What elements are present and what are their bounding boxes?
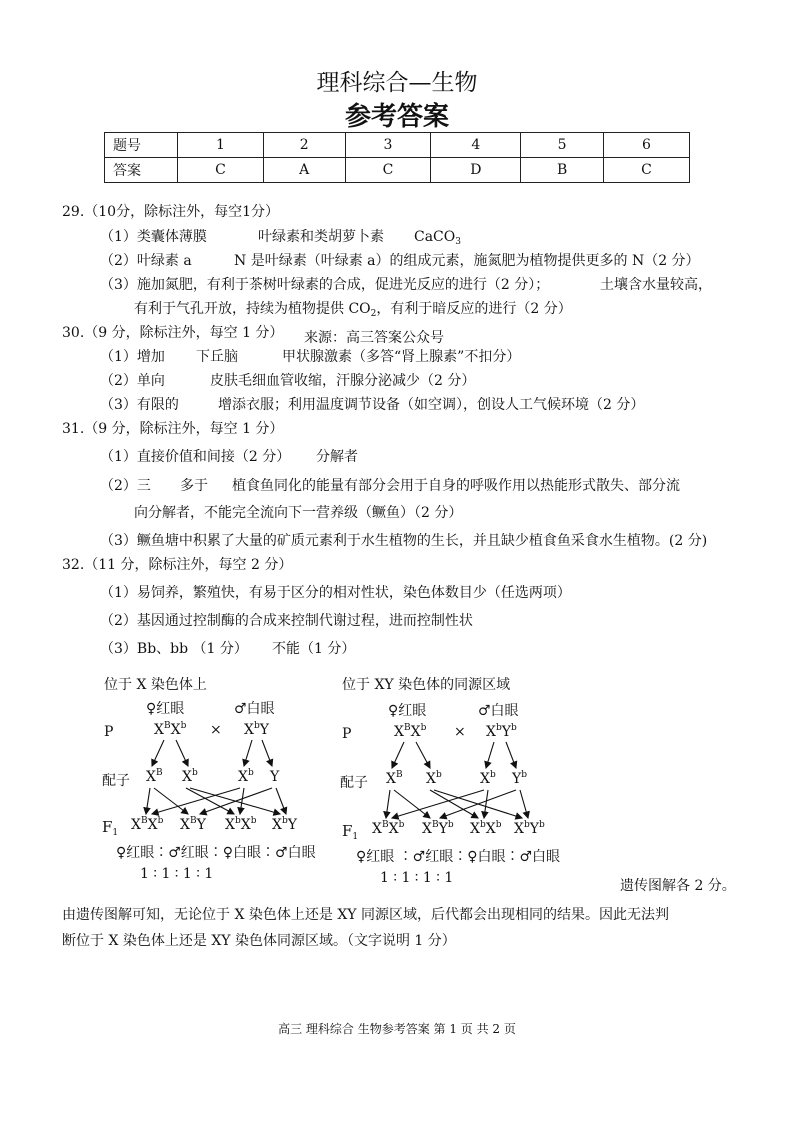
- arrow-line: [152, 788, 240, 814]
- q29-line4: [134, 300, 572, 318]
- table-cell: 5: [521, 133, 604, 158]
- right-p-male-genotype: $X^bY^b$: [486, 723, 517, 740]
- right-offspring: $X^bX^b$: [470, 820, 502, 837]
- left-p-label: P: [104, 724, 114, 740]
- subscript: 2: [370, 309, 377, 319]
- table-cell: B: [521, 158, 604, 183]
- q30-line1-c: 甲状腺激素（多答“肾上腺素”不扣分）: [282, 349, 521, 365]
- right-f1-label: [342, 822, 358, 840]
- source-note: 来源：高三答案公众号: [304, 330, 444, 346]
- arrow-line: [154, 788, 188, 814]
- arrow-line: [430, 790, 478, 818]
- left-offspring: $X^BX^b$: [131, 816, 164, 833]
- subscript: 1: [352, 832, 359, 842]
- q32-line2: （2）基因通过控制酶的合成来控制代谢过程，进而控制性状: [100, 613, 473, 629]
- conclusion-line-2: 断位于 X 染色体上还是 XY 染色体同源区域。（文字说明 1 分）: [62, 933, 456, 949]
- q32-line3-a: （3）Bb、bb （1 分）: [100, 641, 248, 657]
- right-gamete-label: 配子: [340, 775, 368, 791]
- right-ratio: 1 ∶ 1 ∶ 1 ∶ 1: [380, 870, 454, 886]
- right-offspring: $X^BX^b$: [372, 820, 405, 837]
- table-cell: 3: [345, 133, 431, 158]
- arrow-line: [240, 788, 244, 814]
- right-female-label: ♀红眼: [388, 703, 427, 719]
- q29-line2-a: （2）叶绿素 a: [100, 253, 192, 269]
- conclusion-line-1: 由遗传图解可知，无论位于 X 染色体上还是 XY 同源区域，后代都会出现相同的结果。因此无法判: [62, 907, 669, 923]
- arrow-line: [506, 742, 516, 768]
- arrow-line: [186, 788, 234, 814]
- q29-line1-a: （1）类囊体薄膜: [100, 229, 207, 245]
- left-ratio: 1 ∶ 1 ∶ 1 ∶ 1: [140, 866, 214, 882]
- text-segment: 有利于气孔开放，持续为植物提供 CO: [134, 301, 371, 317]
- right-p-female-genotype: $X^BX^b$: [394, 723, 427, 740]
- table-cell: C: [178, 158, 264, 183]
- q31-line2-c: 植食鱼同化的能量有部分会用于自身的呼吸作用以热能形式散失、部分流: [232, 478, 680, 494]
- right-diagram-heading: 位于 XY 染色体的同源区域: [342, 677, 511, 693]
- subscript: 1: [112, 828, 119, 838]
- q29-line1-c: [414, 228, 461, 246]
- q29-line2-b: N 是叶绿素（叶绿素 a）的组成元素，施氮肥为植物提供更多的 N（2 分）: [234, 253, 700, 269]
- q32-header: 32.（11 分，除标注外，每空 2 分）: [62, 557, 293, 573]
- arrow-line: [152, 740, 164, 766]
- arrow-line: [434, 790, 522, 818]
- right-gamete: $X^b$: [426, 770, 442, 787]
- text-segment: F: [342, 822, 353, 840]
- q29-line3-a: （3）施加氮肥，有利于茶树叶绿素的合成，促进光反应的进行（2 分）；: [100, 277, 550, 293]
- table-cell: 6: [604, 133, 690, 158]
- q30-line2-b: 皮肤毛细血管收缩，汗腺分泌减少（2 分）: [210, 373, 476, 389]
- page-subtitle: 参考答案: [344, 102, 449, 132]
- left-cross-symbol: ×: [210, 722, 222, 738]
- right-gamete: $X^b$: [480, 770, 496, 787]
- text-segment: ，有利于暗反应的进行（2 分）: [376, 301, 572, 317]
- subscript: 3: [455, 237, 461, 247]
- q30-line1-a: （1）增加: [100, 349, 165, 365]
- q30-line1-b: 下丘脑: [196, 349, 238, 365]
- table-cell: A: [263, 158, 345, 183]
- arrow-line: [146, 788, 150, 814]
- q30-header: 30.（9 分，除标注外，每空 1 分）: [62, 325, 284, 341]
- right-phenotypes: ♀红眼 ∶♂红眼∶♀白眼∶♂白眼: [356, 849, 561, 865]
- left-diagram-heading: 位于 X 染色体上: [104, 677, 207, 693]
- arrow-line: [244, 740, 252, 766]
- arrow-line: [200, 788, 272, 814]
- table-cell: 2: [263, 133, 345, 158]
- arrow-line: [262, 740, 272, 766]
- left-offspring: $X^bY$: [272, 816, 297, 833]
- left-gamete: $X^b$: [238, 768, 254, 785]
- right-gamete: $X^B$: [386, 770, 403, 787]
- formula-text: CaCO: [414, 229, 456, 245]
- page-title: 理科综合—生物: [316, 70, 478, 96]
- left-gamete: $X^b$: [182, 768, 198, 785]
- q30-line3-b: 增添衣服；利用温度调节设备（如空调），创设人工气候环境（2 分）: [218, 397, 645, 413]
- q30-line2-a: （2）单向: [100, 373, 165, 389]
- arrow-line: [484, 790, 488, 818]
- table-cell: 4: [431, 133, 521, 158]
- arrow-line: [394, 790, 430, 818]
- left-p-female-genotype: $X^BX^b$: [154, 721, 187, 738]
- q32-line1: （1）易饲养，繁殖快，有易于区分的相对性状，染色体数目少（任选两项）: [100, 585, 571, 601]
- right-male-label: ♂白眼: [478, 703, 519, 719]
- table-cell: 答案: [105, 158, 178, 183]
- arrow-line: [520, 790, 528, 818]
- table-cell: 题号: [105, 133, 178, 158]
- arrow-line: [392, 790, 484, 818]
- text-segment: F: [102, 818, 113, 836]
- right-p-label: P: [342, 726, 352, 742]
- table-cell: D: [431, 158, 521, 183]
- q29-line3-b: 土壤含水量较高，: [600, 277, 712, 293]
- table-cell: 1: [178, 133, 264, 158]
- answer-table: [104, 132, 690, 183]
- q29-header: 29.（10分，除标注外，每空1分）: [62, 204, 279, 220]
- q31-line2-a: （2）三: [100, 478, 151, 494]
- left-female-label: ♀红眼: [146, 701, 185, 717]
- left-gamete: Y: [270, 769, 280, 785]
- table-row: [105, 158, 690, 183]
- right-cross-symbol: ×: [454, 724, 466, 740]
- arrow-line: [392, 742, 404, 768]
- left-offspring: $X^bX^b$: [225, 816, 257, 833]
- left-male-label: ♂白眼: [234, 701, 275, 717]
- q31-line1-a: （1）直接价值和间接（2 分）: [100, 449, 291, 465]
- q31-line2-d: 向分解者，不能完全流向下一营养级（鳜鱼）（2 分）: [134, 505, 463, 521]
- table-row: [105, 133, 690, 158]
- arrow-line: [486, 742, 494, 768]
- right-offspring: $X^bY^b$: [514, 820, 545, 837]
- q31-line3: （3）鳜鱼塘中积累了大量的矿质元素利于水生植物的生长，并且缺少植食鱼采食水生植物。(2 分): [100, 533, 708, 549]
- right-offspring: $X^BY^b$: [422, 820, 454, 837]
- diagram-score-note: 遗传图解各 2 分。: [620, 878, 736, 894]
- q31-line1-b: 分解者: [316, 449, 358, 465]
- q29-line1-b: 叶绿素和类胡萝卜素: [258, 229, 384, 245]
- table-cell: C: [604, 158, 690, 183]
- q32-line3-b: 不能（1 分）: [272, 641, 356, 657]
- arrow-line: [386, 790, 390, 818]
- table-cell: C: [345, 158, 431, 183]
- left-p-male-genotype: $X^bY$: [244, 721, 269, 738]
- q31-header: 31.（9 分，除标注外，每空 1 分）: [62, 421, 284, 437]
- left-gamete: $X^B$: [146, 768, 163, 785]
- arrow-line: [276, 788, 286, 814]
- arrow-line: [176, 740, 188, 766]
- q31-line2-b: 多于: [180, 478, 208, 494]
- arrow-line: [190, 788, 280, 814]
- left-gamete-label: 配子: [102, 773, 130, 789]
- q30-line3-a: （3）有限的: [100, 397, 179, 413]
- page-footer: 高三 理科综合 生物参考答案 第 1 页 共 2 页: [278, 1022, 516, 1036]
- arrow-line: [416, 742, 430, 768]
- left-phenotypes: ♀红眼∶♂红眼∶♀白眼∶♂白眼: [116, 845, 316, 861]
- left-offspring: $X^BY$: [180, 816, 206, 833]
- left-f1-label: [102, 818, 118, 836]
- right-gamete: $Y^b$: [512, 770, 528, 787]
- arrow-line: [440, 790, 516, 818]
